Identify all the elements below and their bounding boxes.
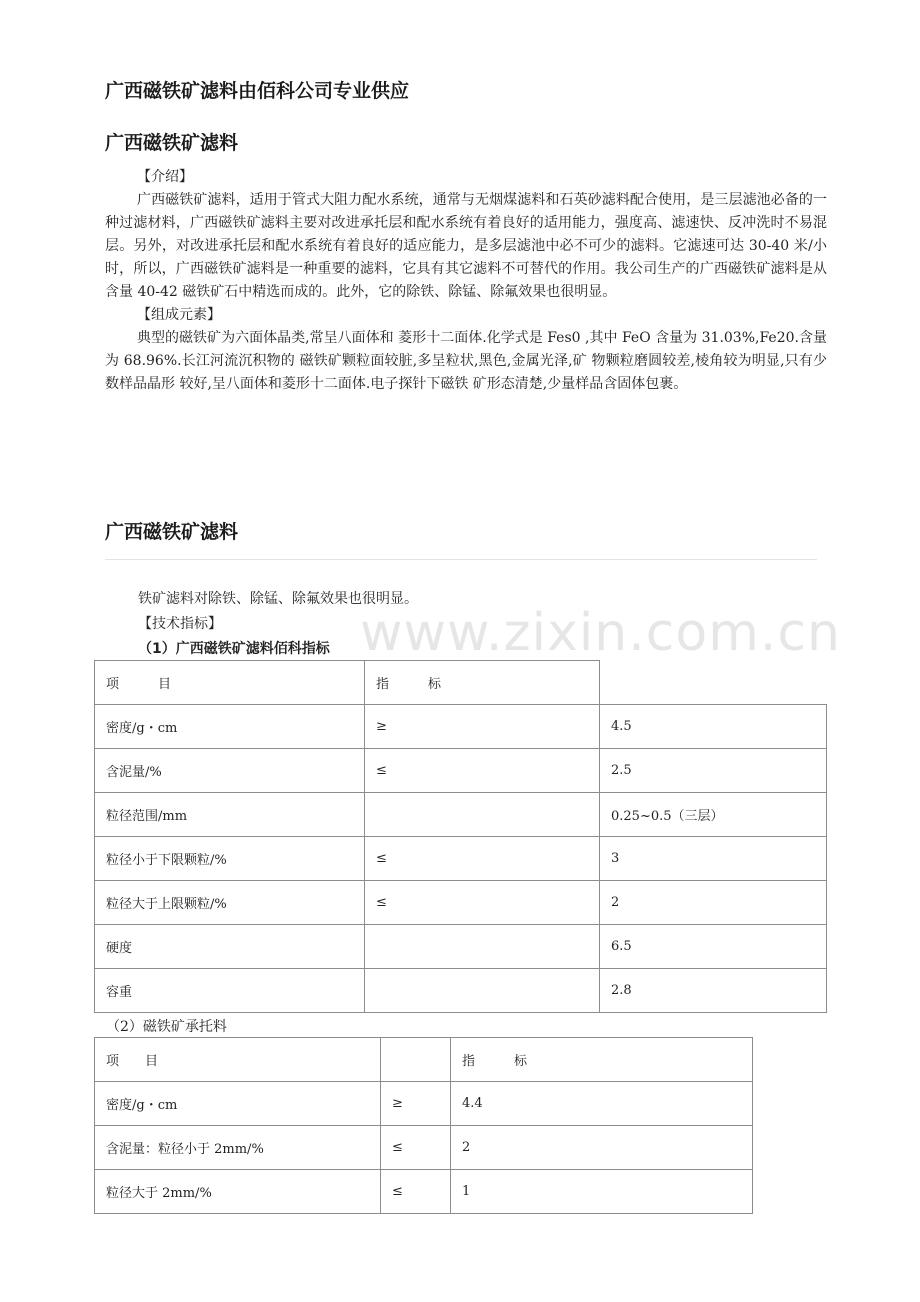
table-row: [95, 705, 827, 749]
cell-operator: ≤: [381, 1170, 451, 1214]
cell-operator: [365, 925, 600, 969]
section-heading-1: 广西磁铁矿滤料: [105, 132, 239, 154]
table-row: [95, 881, 827, 925]
table-row: [95, 925, 827, 969]
cell-item: 硬度: [95, 925, 365, 969]
table-row: [95, 1082, 753, 1126]
table-header-row: [95, 661, 827, 705]
cell-item: 含泥量/%: [95, 749, 365, 793]
cell-operator: ≤: [381, 1126, 451, 1170]
intro-paragraph: 广西磁铁矿滤料，适用于管式大阻力配水系统，通常与无烟煤滤料和石英砂滤料配合使用，是三层滤池必备的一种过滤材料，广西磁铁矿滤料主要对改进承托层和配水系统有着良好的适用能力，强度高、滤速快、反冲洗时不易混层。另外，对改进承托层和配水系统有着良好的适应能力，是多层滤池中必不可少的滤料。它滤速可达 30-40 米/小时，所以，广西磁铁矿滤料是一种重要的滤料，它具有其它滤料不可替代的作用。我公司生产的广西磁铁矿滤料是从含量 40-42 磁铁矿石中精选而成的。此外，它的除铁、除锰、除氟效果也很明显。: [105, 192, 827, 300]
cell-item: 粒径范围/mm: [95, 793, 365, 837]
table-row: [95, 1126, 753, 1170]
cell-value: 6.5: [600, 925, 827, 969]
cell-item: 含泥量：粒径小于 2mm/%: [95, 1126, 381, 1170]
cell-value: 3: [600, 837, 827, 881]
cell-value: 4.5: [600, 705, 827, 749]
table-row: [95, 1170, 753, 1214]
cell-value: 0.25~0.5（三层）: [600, 793, 827, 837]
table1-caption: （1）广西磁铁矿滤料佰科指标: [138, 641, 330, 657]
header-empty: [600, 661, 827, 705]
cell-item: 密度/g・cm: [95, 1082, 381, 1126]
intro-label: 【介绍】: [137, 169, 193, 185]
cell-operator: ≥: [365, 705, 600, 749]
cell-operator: ≤: [365, 881, 600, 925]
divider: [105, 559, 817, 560]
effect-sentence: 铁矿滤料对除铁、除锰、除氟效果也很明显。: [138, 591, 418, 607]
cell-operator: ≤: [365, 749, 600, 793]
cell-operator: [365, 969, 600, 1013]
cell-value: 1: [451, 1170, 753, 1214]
cell-value: 2: [451, 1126, 753, 1170]
table-row: [95, 749, 827, 793]
table-filter-specs: [94, 660, 827, 1013]
cell-operator: [365, 793, 600, 837]
section-heading-2: 广西磁铁矿滤料: [105, 521, 239, 543]
cell-item: 容重: [95, 969, 365, 1013]
cell-operator: ≥: [381, 1082, 451, 1126]
cell-operator: ≤: [365, 837, 600, 881]
header-item: 项 目: [95, 661, 365, 705]
cell-value: 2.8: [600, 969, 827, 1013]
document-title: 广西磁铁矿滤料由佰科公司专业供应: [105, 80, 410, 102]
table-support-specs: [94, 1037, 753, 1214]
composition-paragraph: 典型的磁铁矿为六面体晶类,常呈八面体和 菱形十二面体.化学式是 Fes0 ,其中 FeO 含量为 31.03%,Fe20.含量为 68.96%.长江河流沉积物的 磁铁矿颗粒面较脏,多呈粒状,黑色,金属光泽,矿 物颗粒磨圆较差,棱角较为明显,只有少数样品晶形 较好,呈八面体和菱形十二面体.电子探针下磁铁 矿形态清楚,少量样品含固体包裹。: [105, 330, 827, 392]
table-row: [95, 837, 827, 881]
header-item: 项 目: [95, 1038, 381, 1082]
cell-item: 密度/g・cm: [95, 705, 365, 749]
cell-item: 粒径大于 2mm/%: [95, 1170, 381, 1214]
cell-value: 2.5: [600, 749, 827, 793]
table-header-row: [95, 1038, 753, 1082]
cell-item: 粒径小于下限颗粒/%: [95, 837, 365, 881]
cell-item: 粒径大于上限颗粒/%: [95, 881, 365, 925]
tech-label: 【技术指标】: [138, 616, 222, 632]
header-blank: [381, 1038, 451, 1082]
cell-value: 2: [600, 881, 827, 925]
cell-value: 4.4: [451, 1082, 753, 1126]
intro-section: [105, 166, 827, 396]
table-row: [95, 969, 827, 1013]
header-index: 指 标: [451, 1038, 753, 1082]
composition-label: 【组成元素】: [137, 307, 221, 323]
header-index: 指 标: [365, 661, 600, 705]
table-row: [95, 793, 827, 837]
table2-caption: （2）磁铁矿承托料: [106, 1019, 227, 1035]
watermark: www.zixin.com.cn: [360, 603, 841, 663]
